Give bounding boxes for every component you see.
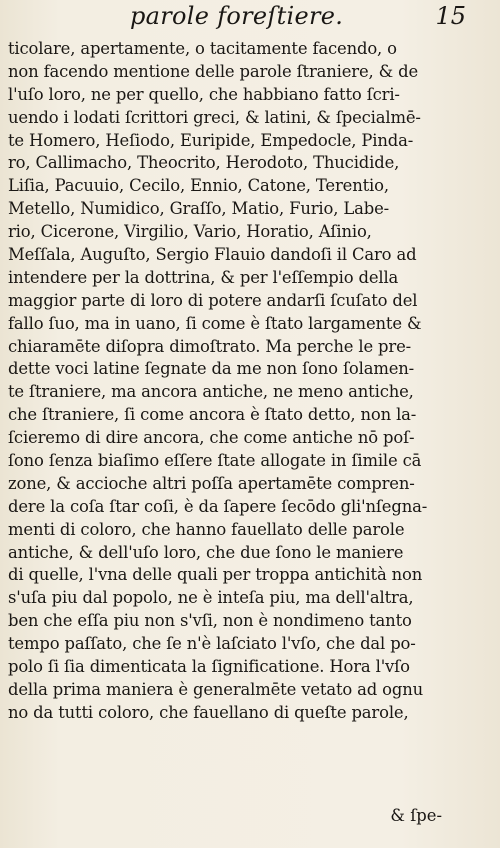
text-body [8,38,468,725]
text-line: che ſtraniere, ſi come ancora è ſtato detto, non la- [8,405,417,425]
text-line: ben che eſſa piu non s'vſi, non è nondimeno tanto [8,611,412,631]
text-line: dette voci latine ſegnate da me non ſono ſolamen- [8,359,415,379]
text-line: menti di coloro, che hanno fauellato delle parole [8,519,405,539]
text-line: della prima maniera è generalmēte vetato ad ognu [8,679,424,699]
text-line: rio, Cicerone, Virgilio, Vario, Horatio, Aſinio, [8,222,372,242]
text-line: te Homero, Heſiodo, Euripide, Empedocle, Pinda- [8,130,414,150]
text-line: ſcieremo di dire ancora, che come antiche nō poſ- [8,428,415,448]
text-line: chiaramēte diſopra dimoſtrato. Ma perche le pre- [8,336,412,356]
page-number: 15 [435,2,466,30]
text-line: Meſſala, Auguſto, Sergio Flauio dandoſi il Caro ad [8,245,417,265]
text-line: zone, & accioche altri poſſa apertamēte compren- [8,473,415,493]
text-line: di quelle, l'vna delle quali per troppa antichità non [8,565,423,585]
text-line: intendere per la dottrina, & per l'eſſempio della [8,267,399,287]
text-line: polo ſi ſia dimenticata la ſignificatione. Hora l'vſo [8,657,410,677]
text-line: Liſia, Pacuuio, Cecilo, Ennio, Catone, Terentio, [8,176,389,196]
text-line: ticolare, apertamente, o tacitamente facendo, o [8,39,397,58]
text-line: uendo i lodati ſcrittori greci, & latini, & ſpecialmē- [8,107,421,127]
text-line: ſono ſenza biaſimo eſſere ſtate allogate in ſimile cā [8,451,422,471]
text-line: non facendo mentione delle parole ſtraniere, & de [8,61,419,81]
text-line: antiche, & dell'uſo loro, che due ſono le maniere [8,542,404,562]
text-line: fallo ſuo, ma in uano, ſi come è ſtato largamente & [8,313,422,333]
text-line: tempo paſſato, che ſe n'è laſciato l'vſo, che dal po- [8,634,416,654]
text-line: s'uſa piu dal popolo, ne è inteſa piu, ma dell'altra, [8,588,414,608]
text-line: dere la coſa ſtar coſi, è da ſapere ſecōdo gli'nſegna- [8,496,428,516]
text-line: no da tutti coloro, che fauellano di queſte parole, [8,702,409,722]
text-line: ro, Callimacho, Theocrito, Herodoto, Thucidide, [8,153,400,173]
text-line: l'uſo loro, ne per quello, che habbiano fatto ſcri- [8,84,400,104]
text-line: te ſtraniere, ma ancora antiche, ne meno antiche, [8,382,414,402]
catchword: & ſpe- [390,806,442,825]
text-line: maggior parte di loro di potere andarſi ſcuſato del [8,290,418,310]
text-line: Metello, Numidico, Graſſo, Matio, Furio, Labe- [8,199,390,219]
running-title: parole foreſtiere. [130,2,344,30]
